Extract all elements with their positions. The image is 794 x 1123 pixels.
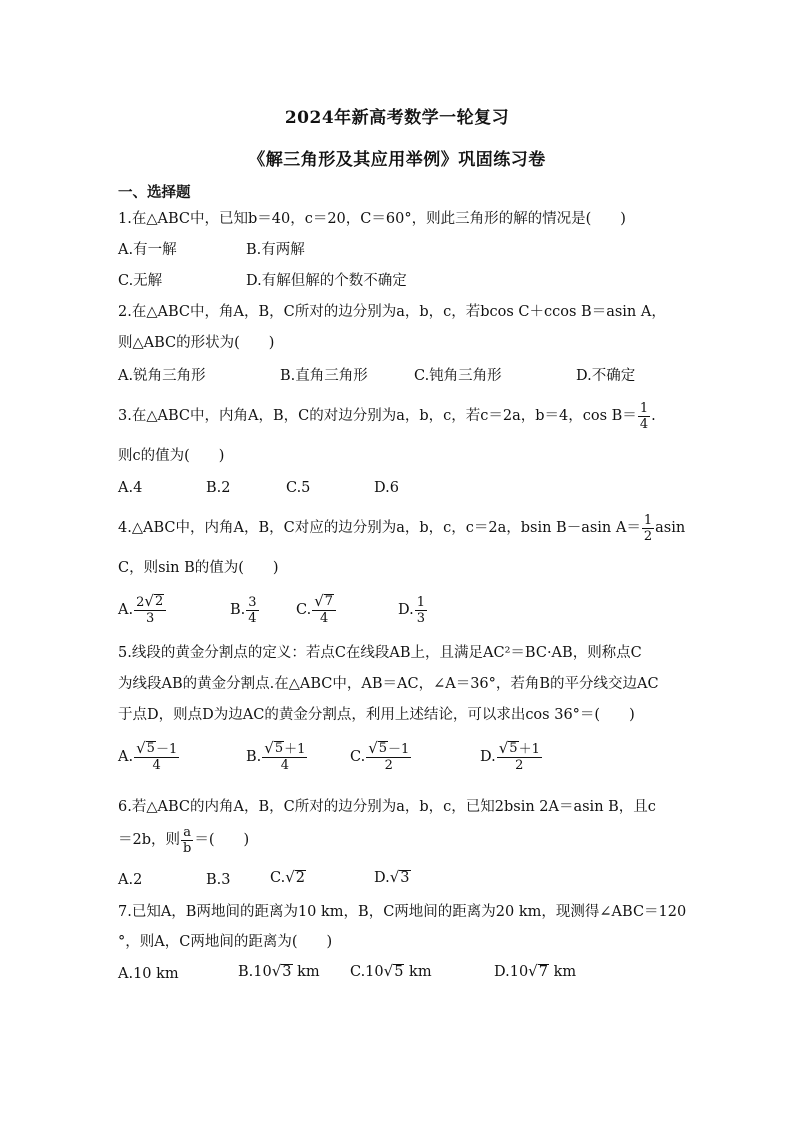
q4-stem-text: 4.△ABC中，内角A，B，C对应的边分别为a，b，c，c＝2a，bsin B－asin A＝ — [118, 520, 641, 536]
q4-stem: 4.△ABC中，内角A，B，C对应的边分别为a，b，c，c＝2a，bsin B－asin A＝ $\frac{1}{2}$ asin — [118, 512, 686, 544]
q5-option-d: D. √ 5 ＋1 2 — [480, 739, 540, 773]
q3-fraction: $\frac{1}{4}$ — [639, 400, 649, 432]
q2-option-d: D.不确定 — [576, 368, 636, 384]
q4-option-d: D. $\frac{1}{3}$ — [398, 594, 425, 626]
q2-stem: 2.在△ABC中，角A，B，C所对的边分别为a，b，c，若bcos C＋ccos B＝asin A， — [118, 304, 666, 320]
q2-option-b: B.直角三角形 — [280, 368, 368, 384]
q2-stem-cont: 则△ABC的形状为( ) — [118, 335, 275, 351]
q2-option-a: A.锐角三角形 — [118, 368, 206, 384]
q3-stem-text: 3.在△ABC中，内角A，B，C的对边分别为a，b，c，若c＝2a，b＝4，cos B＝ — [118, 408, 637, 424]
q1-option-a: A.有一解 — [118, 242, 177, 258]
q1-option-b: B.有两解 — [246, 242, 305, 258]
q3-option-b: B.2 — [206, 480, 231, 496]
q6-option-a: A.2 — [118, 872, 143, 888]
q1-option-c: C.无解 — [118, 273, 163, 289]
q5-option-c: C. √ 5 －1 2 — [350, 739, 410, 773]
q5-option-b: B. √ 5 ＋1 4 — [246, 739, 306, 773]
q6-option-d: D. √ 3 — [374, 868, 410, 886]
q1-stem: 1.在△ABC中，已知b＝40，c＝20，C＝60°，则此三角形的解的情况是( ) — [118, 211, 626, 227]
q2-option-c: C.钝角三角形 — [414, 368, 502, 384]
page-subtitle: 《解三角形及其应用举例》巩固练习卷 — [248, 150, 546, 170]
q3-option-c: C.5 — [286, 480, 311, 496]
page-title: 2024年新高考数学一轮复习 — [284, 108, 510, 128]
q7-option-b: B.10 √ 3 km — [238, 962, 320, 980]
q3-stem-cont: 则c的值为( ) — [118, 448, 225, 464]
q4-fraction: $\frac{1}{2}$ — [643, 512, 653, 544]
q4-option-b: B. $\frac{3}{4}$ — [230, 594, 257, 626]
q5-stem: 5.线段的黄金分割点的定义：若点C在线段AB上，且满足AC²＝BC·AB，则称点C — [118, 645, 642, 661]
q3-stem: 3.在△ABC中，内角A，B，C的对边分别为a，b，c，若c＝2a，b＝4，cos B＝ $\frac{1}{4}$ . — [118, 400, 656, 432]
q1-option-d: D.有解但解的个数不确定 — [246, 273, 407, 289]
q4-option-c: C. √ 7 4 — [296, 591, 337, 629]
q7-option-d: D.10 √ 7 km — [494, 962, 577, 980]
q4-option-a: A. 2 √ 2 3 — [118, 591, 167, 629]
q7-option-c: C.10 √ 5 km — [350, 962, 432, 980]
q5-stem-cont2: 于点D，则点D为边AC的黄金分割点，利用上述结论，可以求出cos 36°＝( ) — [118, 707, 635, 723]
q7-stem-cont: °，则A，C两地间的距离为( ) — [118, 934, 333, 950]
q6-stem-cont: ＝2b，则 $\frac{a}{b}$ ＝( ) — [118, 824, 250, 856]
q5-option-a: A. √ 5 －1 4 — [118, 739, 178, 773]
q7-option-a: A.10 km — [118, 966, 179, 982]
q7-stem: 7.已知A，B两地间的距离为10 km，B，C两地间的距离为20 km，现测得∠ABC＝120 — [118, 904, 687, 920]
q3-option-a: A.4 — [118, 480, 143, 496]
q5-stem-cont: 为线段AB的黄金分割点.在△ABC中，AB＝AC，∠A＝36°，若角B的平分线交边AC — [118, 676, 659, 692]
q4-stem-cont: C，则sin B的值为( ) — [118, 560, 279, 576]
section-heading: 一、选择题 — [118, 184, 191, 201]
q3-option-d: D.6 — [374, 480, 399, 496]
q6-option-b: B.3 — [206, 872, 231, 888]
q6-stem: 6.若△ABC的内角A，B，C所对的边分别为a，b，c，已知2bsin 2A＝asin B，且c — [118, 799, 656, 815]
q6-option-c: C. √ 2 — [270, 868, 305, 886]
q6-fraction: $\frac{a}{b}$ — [183, 824, 192, 856]
